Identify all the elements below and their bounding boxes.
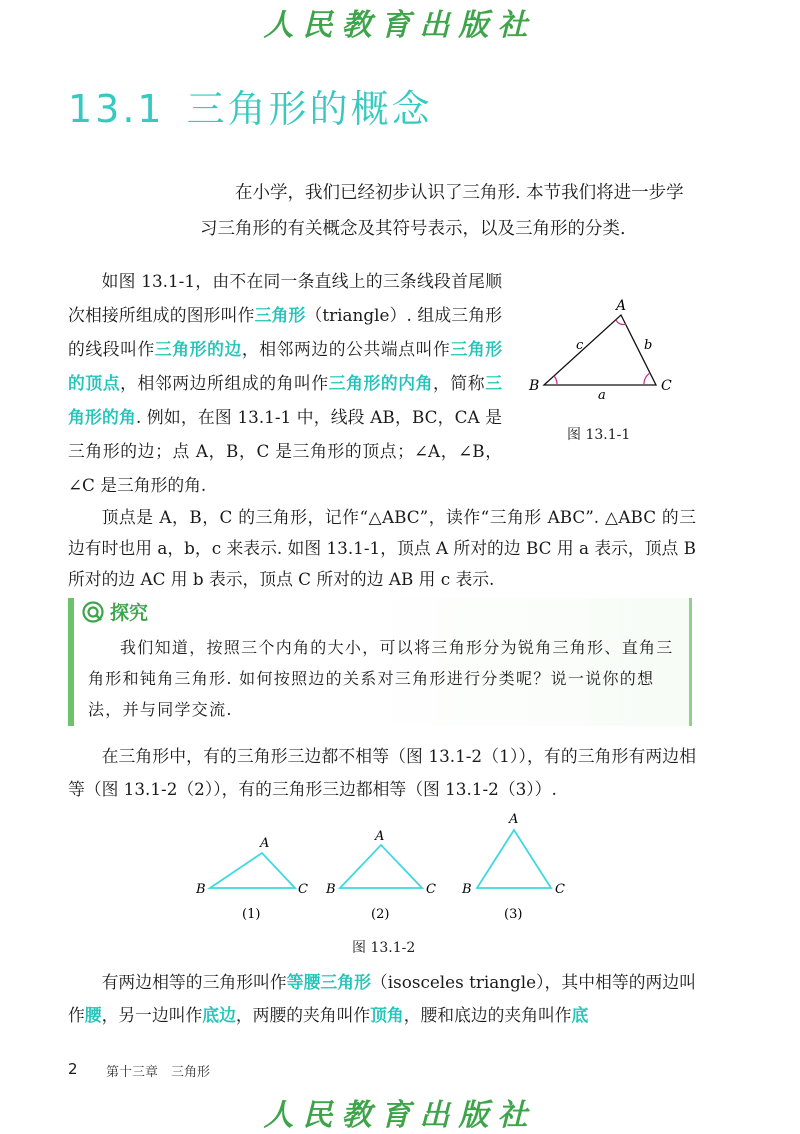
figure-13-1-1 bbox=[520, 295, 690, 410]
publisher-logo-footer: 人民教育出版社 bbox=[263, 1098, 537, 1133]
triangle-abc bbox=[544, 315, 656, 385]
explore-body: 我们知道，按照三个内角的大小，可以将三角形分为锐角三角形、直角三角形和钝角三角形. 如何按照边的关系对三角形进行分类呢？说一说你的想法，并与同学交流. bbox=[88, 638, 674, 719]
text-span: . 例如，在图 13.1-1 中，线段 AB，BC，CA 是三角形的边；点 A，B，C 是三角形的顶点；∠A，∠B，∠C 是三角形的角. bbox=[68, 407, 502, 495]
explore-bar-left bbox=[68, 598, 74, 726]
vertex-label-a: A bbox=[616, 298, 627, 314]
vertex-label-a: A bbox=[260, 836, 270, 851]
side-label-a: a bbox=[598, 388, 606, 403]
text-span: 有两边相等的三角形叫作 bbox=[101, 972, 287, 992]
angle-mark-b bbox=[554, 376, 557, 385]
subfigure-label-1: (1) bbox=[242, 907, 261, 922]
text-span: ，相邻两边所组成的角叫作 bbox=[120, 373, 329, 393]
intro-paragraph: 在小学，我们已经初步认识了三角形. 本节我们将进一步学习三角形的有关概念及其符号表示，以及三角形的分类. bbox=[200, 183, 684, 239]
keyword-isosceles: 等腰三角形 bbox=[286, 972, 371, 992]
page-number: 2 bbox=[68, 1060, 78, 1078]
vertex-label-b: B bbox=[196, 882, 206, 897]
explore-icon bbox=[82, 601, 104, 623]
section-title bbox=[68, 78, 433, 133]
paragraph-notation: 顶点是 A，B，C 的三角形，记作“△ABC”，读作“三角形 ABC”. △ABC 的三边有时也用 a，b，c 来表示. 如图 13.1-1，顶点 A 所对的边 BC 用 a 表示，顶点 B 所对的边 AC 用 b 表示，顶点 C 所对的边 AB 用 c 表示. bbox=[68, 507, 696, 589]
vertex-label-c: C bbox=[426, 882, 436, 897]
paragraph-classification: 在三角形中，有的三角形三边都不相等（图 13.1-2（1）），有的三角形有两边相等（图 13.1-2（2）），有的三角形三边都相等（图 13.1-2（3））. bbox=[68, 746, 696, 799]
explore-title: 探究 bbox=[110, 602, 149, 624]
keyword-leg: 腰 bbox=[84, 1005, 102, 1025]
text-span: ，简称 bbox=[433, 373, 486, 393]
text-span: （isosceles triangle），其中相等的两边叫作 bbox=[68, 972, 696, 1025]
triangle-equilateral bbox=[461, 812, 565, 922]
side-label-c: c bbox=[576, 338, 584, 353]
text-span: （triangle）. 组成三角形的线段叫作 bbox=[68, 305, 502, 359]
text-span: ，相邻两边的公共端点叫作 bbox=[241, 339, 451, 359]
keyword-side: 三角形的边 bbox=[154, 339, 242, 359]
vertex-label-b: B bbox=[326, 882, 336, 897]
figure-caption-13-1-2: 图 13.1-2 bbox=[352, 940, 416, 956]
vertex-label-b: B bbox=[462, 882, 472, 897]
vertex-label-c: C bbox=[555, 882, 565, 897]
paragraph-isosceles bbox=[68, 966, 696, 1032]
triangle-isosceles bbox=[325, 829, 436, 922]
publisher-logo: 人民教育出版社 bbox=[263, 8, 537, 43]
section-number: 13.1 bbox=[68, 87, 165, 131]
figure-13-1-2 bbox=[190, 808, 580, 928]
vertex-label-a: A bbox=[509, 812, 519, 827]
keyword-triangle: 三角形 bbox=[254, 305, 306, 325]
keyword-base: 底边 bbox=[202, 1005, 236, 1025]
triangle-scalene bbox=[195, 836, 308, 922]
keyword-vertex: 三角形的顶点 bbox=[68, 339, 502, 393]
vertex-label-c: C bbox=[298, 882, 308, 897]
text-span: 如图 13.1-1，由不在同一条直线上的三条线段首尾顺次相接所组成的图形叫作 bbox=[68, 271, 502, 325]
keyword-vertex-angle: 顶角 bbox=[370, 1005, 404, 1025]
explore-bar-right bbox=[689, 598, 692, 726]
paragraph-triangle-definition bbox=[68, 264, 502, 502]
side-label-b: b bbox=[644, 338, 653, 353]
subfigure-label-2: (2) bbox=[371, 907, 390, 922]
chapter-label: 第十三章 三角形 bbox=[106, 1065, 211, 1080]
subfigure-label-3: (3) bbox=[504, 907, 523, 922]
keyword-interior-angle: 三角形的内角 bbox=[328, 373, 434, 393]
vertex-label-a: A bbox=[375, 829, 385, 844]
keyword-angle: 三角形的角 bbox=[68, 373, 502, 427]
explore-heading bbox=[82, 598, 148, 625]
section-title-text: 三角形的概念 bbox=[186, 87, 433, 131]
text-span: ，另一边叫作 bbox=[101, 1005, 203, 1025]
vertex-label-c: C bbox=[661, 378, 672, 394]
keyword-base-angle: 底 bbox=[571, 1005, 589, 1025]
figure-caption-13-1-1: 图 13.1-1 bbox=[567, 427, 631, 443]
explore-box bbox=[68, 598, 692, 726]
angle-mark-c bbox=[644, 373, 650, 385]
vertex-label-b: B bbox=[529, 378, 540, 394]
text-span: ，腰和底边的夹角叫作 bbox=[403, 1005, 572, 1025]
text-span: ，两腰的夹角叫作 bbox=[235, 1005, 371, 1025]
